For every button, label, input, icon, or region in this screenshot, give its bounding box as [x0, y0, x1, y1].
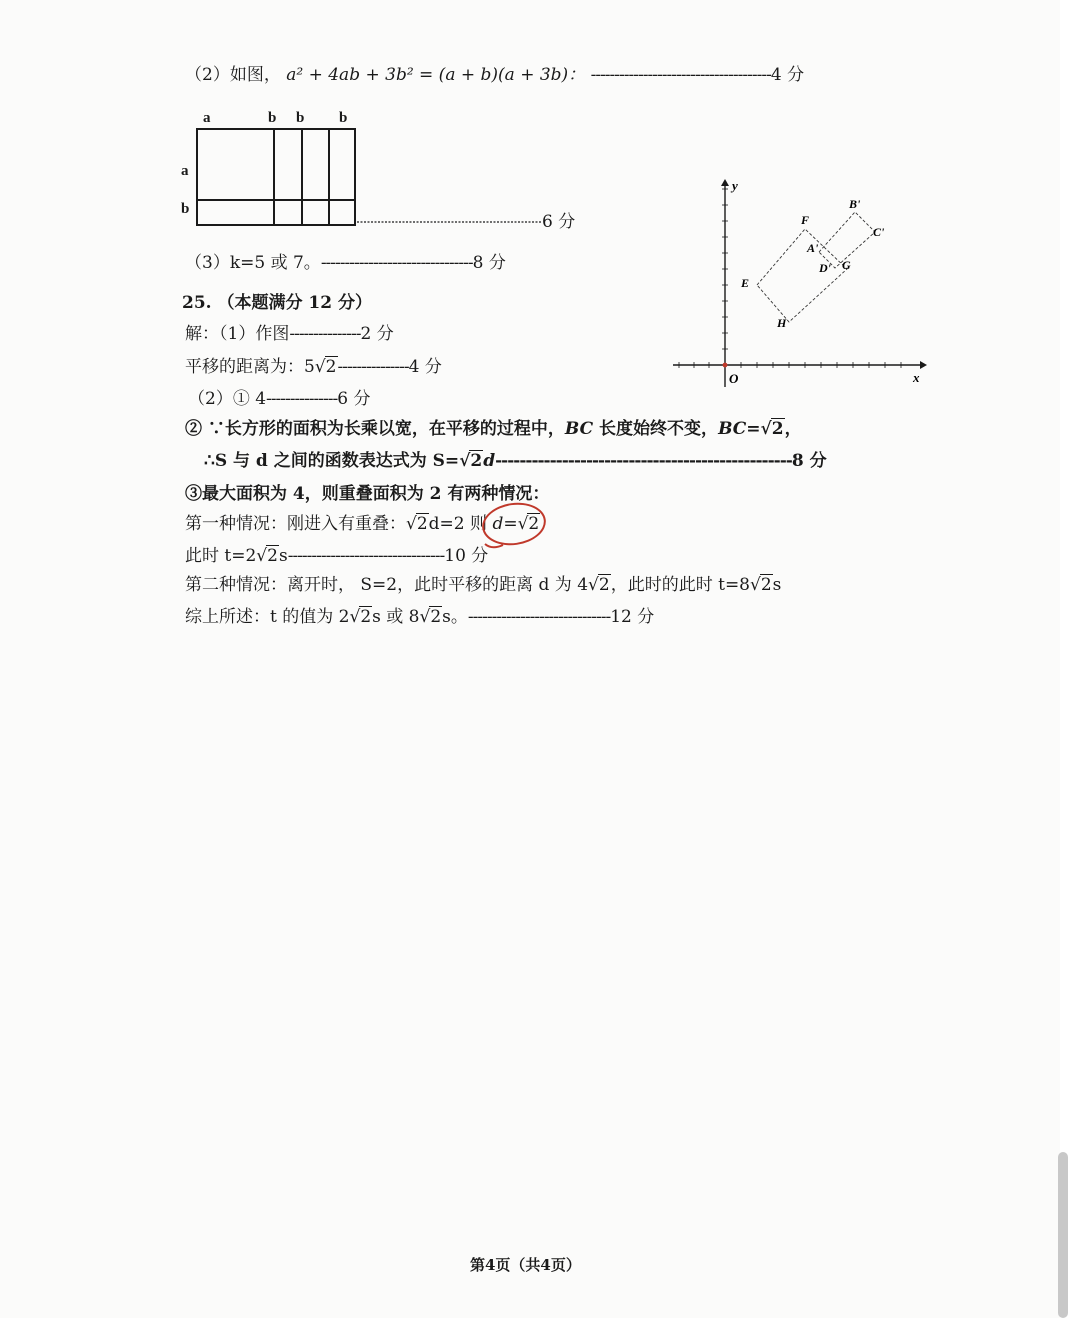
- point-label-B-prime: B': [849, 197, 861, 211]
- q24-part2-line: （2）如图， a² + 4ab + 3b² = (a + b)(a + 3b)： --------------------------------------4 分: [185, 65, 805, 85]
- q25-part2-1: （2）① 4---------------6 分: [188, 389, 371, 409]
- q25-summary: 综上所述：t 的值为 2√2s 或 8√2s。------------------------------12 分: [185, 607, 655, 627]
- diagram-label-side-b: b: [181, 201, 190, 217]
- graph-y-axis-label: y: [732, 178, 738, 193]
- q25-distance: 平移的距离为：5√2---------------4 分: [185, 357, 442, 377]
- q25-part3: ③最大面积为 4，则重叠面积为 2 有两种情况：: [185, 484, 550, 504]
- diagram-label-top-b3: b: [339, 110, 348, 126]
- coordinate-graph: [665, 172, 930, 392]
- q25-function-expression: ∴S 与 d 之间的函数表达式为 S=√2d-------------------------------------------------8 分: [204, 451, 827, 471]
- page-footer: 第4页（共4页）: [470, 1256, 581, 1274]
- diagram-label-top-b1: b: [268, 110, 277, 126]
- q25-part1: 解：（1）作图---------------2 分: [185, 324, 394, 344]
- scrollbar-thumb[interactable]: [1058, 1152, 1068, 1318]
- q25-case2: 第二种情况：离开时， S=2，此时平移的距离 d 为 4√2，此时的此时 t=8√2s: [185, 575, 782, 595]
- diagram-label-top-a: a: [203, 110, 211, 126]
- q25-title: 25. （本题满分 12 分）: [182, 293, 372, 313]
- diagram-label-side-a: a: [181, 163, 189, 179]
- area-model-diagram: [175, 108, 575, 238]
- q25-case1: 第一种情况：刚进入有重叠：√2d=2 则 d=√2: [185, 514, 540, 534]
- point-label-A-prime: A': [807, 241, 819, 255]
- point-label-E: E: [741, 276, 750, 290]
- graph-origin-label: O: [729, 371, 739, 386]
- point-label-C-prime: C': [873, 225, 885, 239]
- point-label-D-prime: D': [819, 261, 831, 275]
- q24-part3-line: （3）k=5 或 7。--------------------------------8 分: [185, 253, 506, 273]
- point-label-H: H: [777, 316, 787, 330]
- diagram-label-top-b2: b: [296, 110, 305, 126]
- point-label-F: F: [801, 213, 810, 227]
- point-label-G: G: [842, 258, 851, 272]
- q25-part2-2: ② ∵长方形的面积为长乘以宽，在平移的过程中，BC 长度始终不变，BC=√2，: [185, 419, 802, 439]
- q25-case1-time: 此时 t=2√2s---------------------------------10 分: [185, 546, 489, 566]
- diagram-score: 6 分: [542, 212, 576, 232]
- graph-x-axis-label: x: [913, 370, 920, 385]
